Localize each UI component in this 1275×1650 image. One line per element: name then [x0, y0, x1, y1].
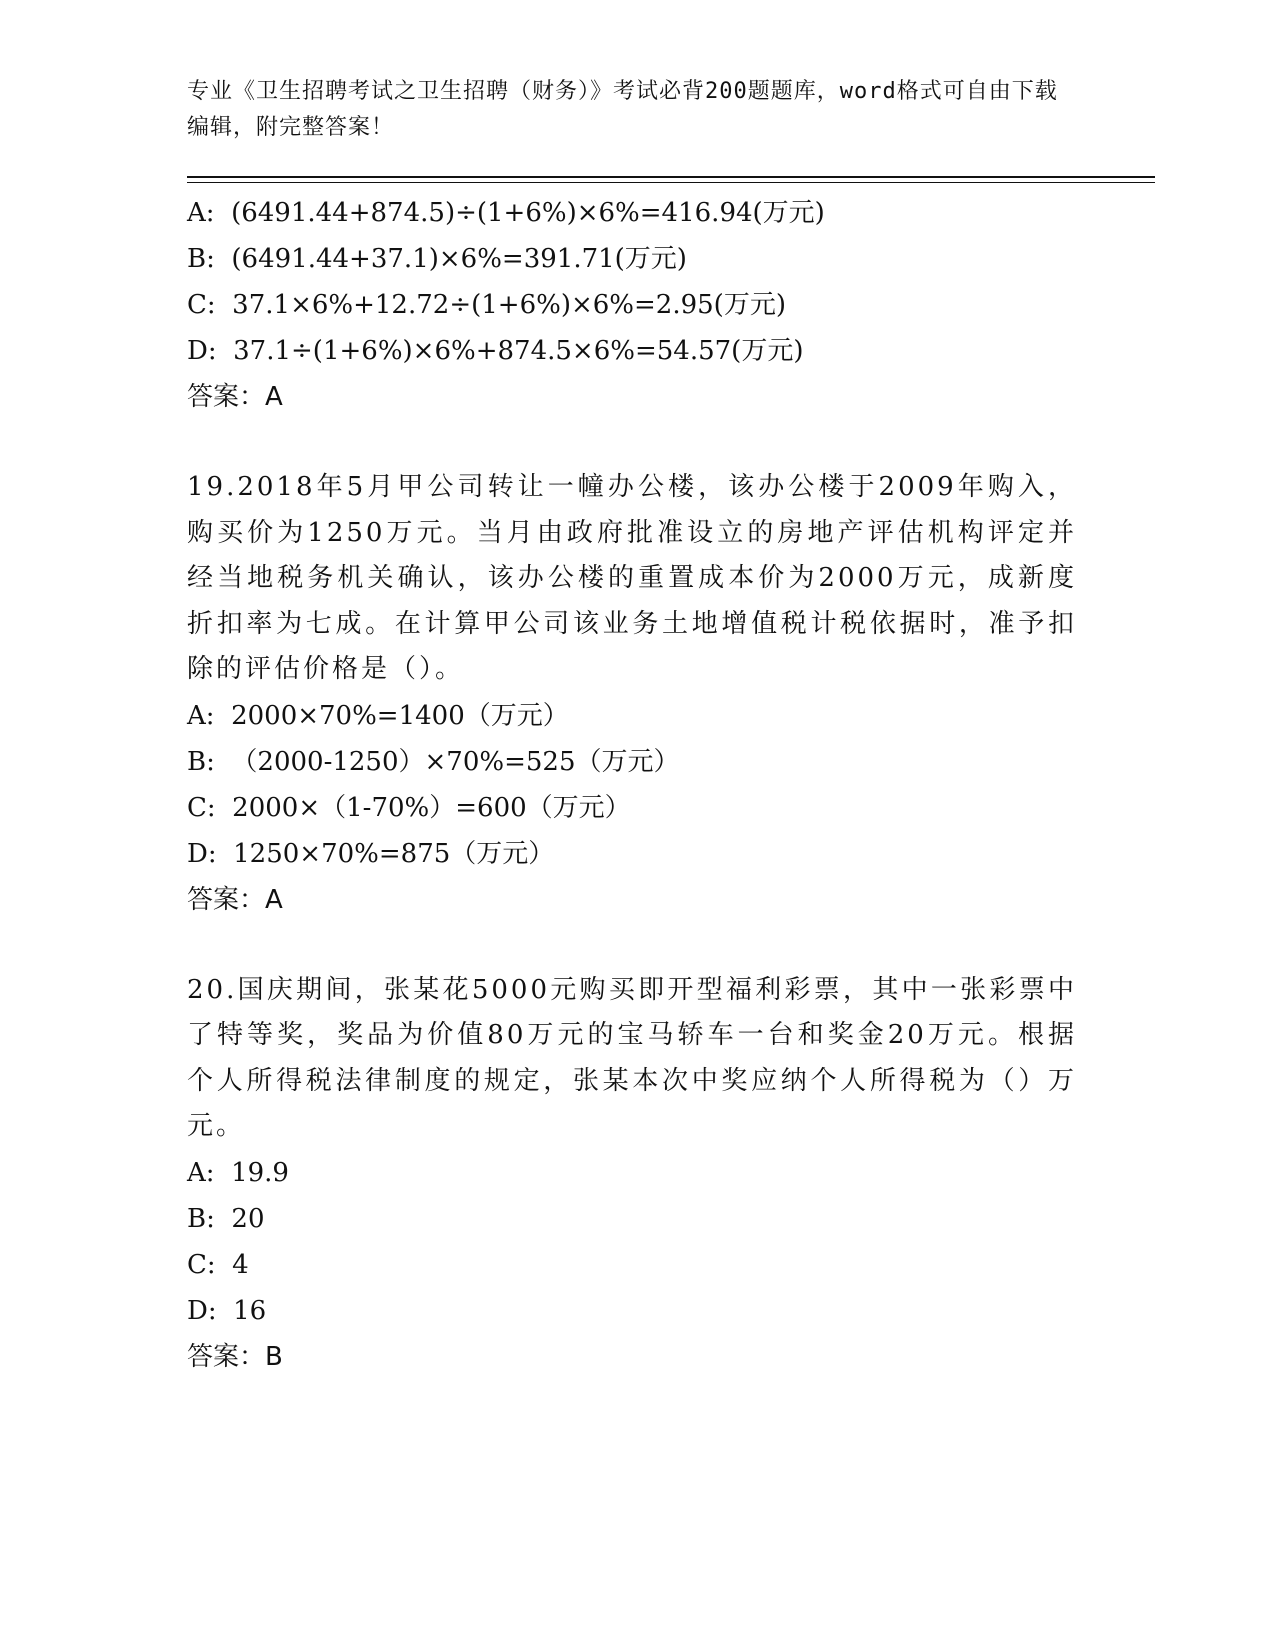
question-stem: 19.2018年5月甲公司转让一幢办公楼，该办公楼于2009年购入，购买价为1250万元。当月由政府批准设立的房地产评估机构评定并经当地税务机关确认，该办公楼的重置成本价为2000万元，成新度折扣率为七成。在计算甲公司该业务土地增值税计税依据时，准予扣除的评估价格是（）。 — [187, 472, 1077, 684]
question-20 — [187, 968, 1077, 1380]
option-b: B: 20 — [187, 1203, 265, 1234]
answer: 答案：B — [187, 1341, 283, 1372]
question-stem: 20.国庆期间，张某花5000元购买即开型福利彩票，其中一张彩票中了特等奖，奖品为价值80万元的宝马轿车一台和奖金20万元。根据个人所得税法律制度的规定，张某本次中奖应纳个人所得税为（）万元。 — [187, 974, 1077, 1141]
answer: 答案：A — [187, 382, 283, 412]
option-a: A: 2000×70%=1400（万元） — [187, 700, 569, 731]
option-a: A: (6491.44+874.5)÷(1+6%)×6%=416.94(万元) — [187, 198, 825, 228]
answer: 答案：A — [187, 884, 283, 915]
option-d: D: 16 — [187, 1295, 267, 1326]
document-header: 专业《卫生招聘考试之卫生招聘（财务）》考试必背200题题库，word格式可自由下载编辑，附完整答案！ — [187, 79, 1058, 140]
option-c: C: 4 — [187, 1249, 249, 1280]
header-divider — [187, 176, 1155, 178]
header-divider-thin — [187, 182, 1155, 183]
option-c: C: 2000×（1-70%）=600（万元） — [187, 792, 631, 823]
option-d: D: 37.1÷(1+6%)×6%+874.5×6%=54.57(万元) — [187, 336, 804, 366]
option-d: D: 1250×70%=875（万元） — [187, 838, 555, 869]
option-b: B: (6491.44+37.1)×6%=391.71(万元) — [187, 244, 687, 274]
option-b: B: （2000-1250）×70%=525（万元） — [187, 746, 680, 777]
option-a: A: 19.9 — [187, 1157, 289, 1188]
question-19 — [187, 465, 1077, 923]
question-18 — [187, 190, 1077, 420]
option-c: C: 37.1×6%+12.72÷(1+6%)×6%=2.95(万元) — [187, 290, 786, 320]
question-list — [187, 190, 1077, 1380]
